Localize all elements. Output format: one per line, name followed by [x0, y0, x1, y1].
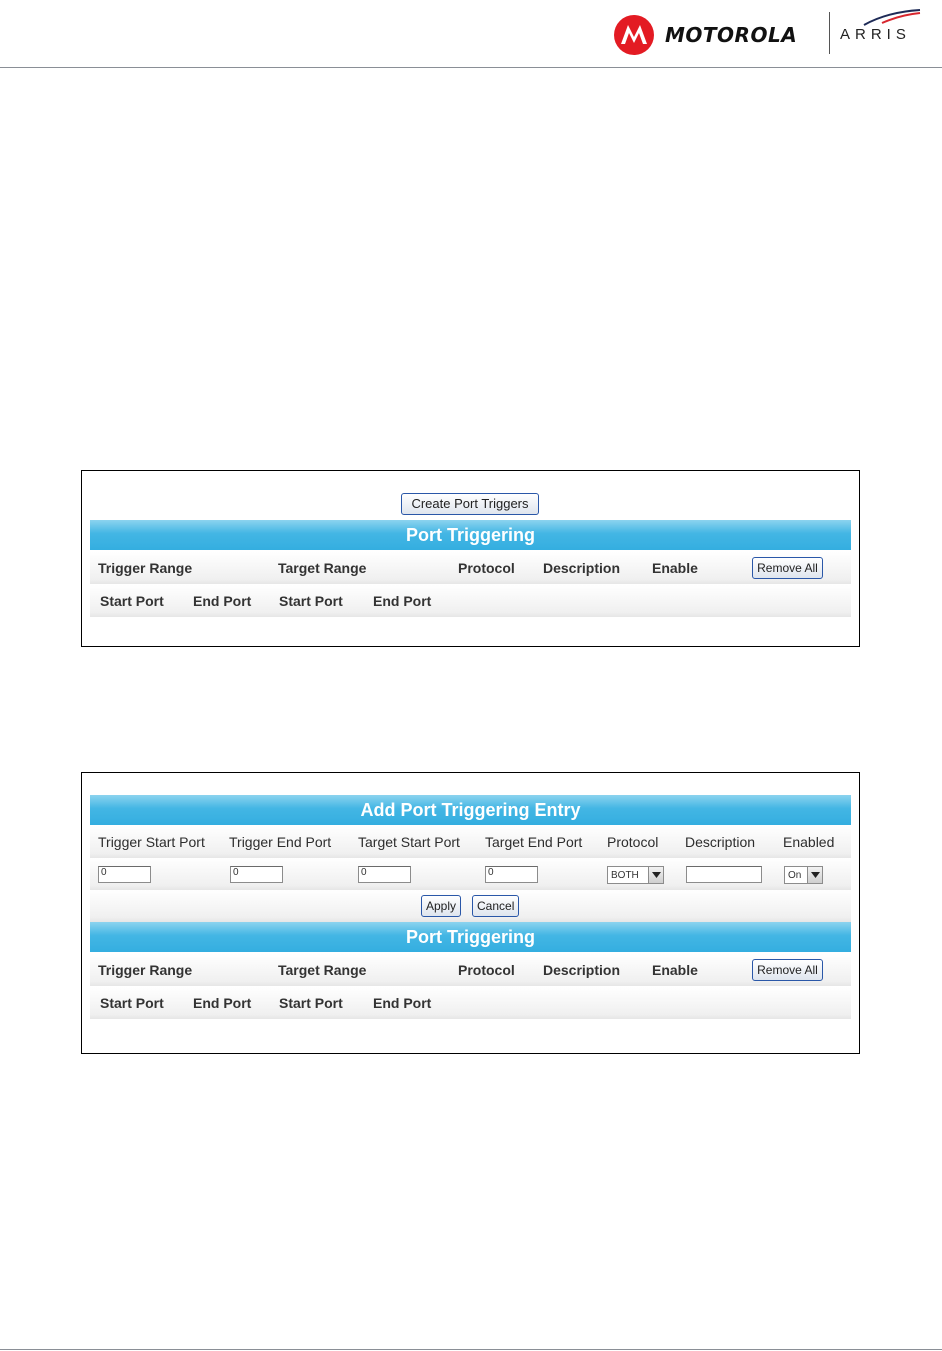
add-port-triggering-title: Add Port Triggering Entry [90, 795, 851, 825]
protocol-label: Protocol [607, 834, 659, 850]
col-trigger-start-port: Start Port [100, 995, 164, 1011]
add-entry-input-row [90, 858, 851, 890]
col-target-range: Target Range [278, 560, 367, 576]
create-port-triggers-button[interactable]: Create Port Triggers [401, 493, 539, 515]
port-triggering-title: Port Triggering [90, 922, 851, 952]
logo-divider [829, 12, 830, 54]
footer-rule [0, 1349, 942, 1350]
arris-swoosh-icon [862, 8, 922, 26]
col-description: Description [543, 962, 621, 978]
subheader-row [90, 585, 851, 617]
col-trigger-range: Trigger Range [98, 560, 193, 576]
arris-wordmark: ARRIS [840, 26, 911, 43]
col-trigger-range: Trigger Range [98, 962, 193, 978]
apply-button[interactable]: Apply [421, 895, 461, 917]
protocol-select-value: BOTH [611, 870, 639, 881]
trigger-start-port-input[interactable]: 0 [98, 866, 151, 883]
add-port-triggering-screenshot [81, 772, 860, 1054]
trigger-end-port-input[interactable]: 0 [230, 866, 283, 883]
col-trigger-start-port: Start Port [100, 593, 164, 609]
description-input[interactable] [686, 866, 762, 883]
col-target-start-port: Start Port [279, 593, 343, 609]
target-end-port-label: Target End Port [485, 834, 583, 850]
remove-all-button[interactable]: Remove All [752, 959, 823, 981]
trigger-start-port-label: Trigger Start Port [98, 834, 205, 850]
add-entry-label-row [90, 826, 851, 858]
cancel-button[interactable]: Cancel [472, 895, 519, 917]
subheader-row [90, 987, 851, 1019]
col-target-end-port: End Port [373, 593, 432, 609]
col-target-end-port: End Port [373, 995, 432, 1011]
col-target-start-port: Start Port [279, 995, 343, 1011]
col-description: Description [543, 560, 621, 576]
trigger-end-port-label: Trigger End Port [229, 834, 332, 850]
target-start-port-label: Target Start Port [358, 834, 460, 850]
target-end-port-input[interactable]: 0 [485, 866, 538, 883]
col-trigger-end-port: End Port [193, 995, 252, 1011]
enabled-select-value: On [788, 870, 802, 881]
enabled-select[interactable] [784, 866, 823, 884]
add-entry-button-row [90, 890, 851, 922]
column-header-row [90, 552, 851, 584]
chevron-down-icon [648, 867, 663, 883]
page-header [0, 0, 942, 68]
target-start-port-input[interactable]: 0 [358, 866, 411, 883]
col-trigger-end-port: End Port [193, 593, 252, 609]
col-enable: Enable [652, 962, 698, 978]
motorola-wordmark: MOTOROLA [665, 23, 798, 47]
enabled-label: Enabled [783, 834, 835, 850]
col-protocol: Protocol [458, 962, 515, 978]
protocol-select[interactable] [607, 866, 664, 884]
motorola-logo-icon [614, 15, 654, 55]
port-triggering-title: Port Triggering [90, 520, 851, 550]
col-target-range: Target Range [278, 962, 367, 978]
col-enable: Enable [652, 560, 698, 576]
column-header-row [90, 954, 851, 986]
description-label: Description [685, 834, 756, 850]
remove-all-button[interactable]: Remove All [752, 557, 823, 579]
chevron-down-icon [807, 867, 822, 883]
port-triggering-screenshot [81, 470, 860, 647]
col-protocol: Protocol [458, 560, 515, 576]
